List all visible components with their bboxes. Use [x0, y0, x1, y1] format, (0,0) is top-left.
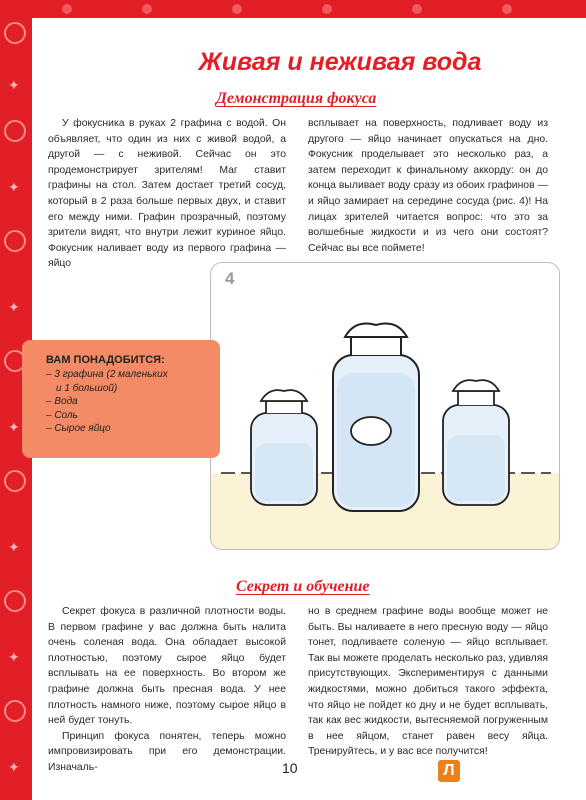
page-number: 10: [282, 760, 298, 776]
egg: [351, 417, 391, 445]
jars-illustration: [211, 263, 560, 550]
star-ornament: ✦: [8, 419, 20, 435]
small-jar-right: [443, 380, 509, 505]
materials-callout: [22, 340, 220, 458]
large-jar-middle: [333, 324, 419, 512]
section-heading-demo: Демонстрация фокуса: [216, 90, 377, 107]
publisher-logo-icon: Л: [438, 760, 460, 782]
paragraph: У фокусника в руках 2 графина с водой. Он объявляет, что один из них с живой водой, а другой — с неживой. Сейчас он это продемонстрирует зрителям! Маг ставит графины на стол. Затем достает третий сосуд, который в 2 раза больше первых двух, и ставит его между ними. Графин прозрачный, поэтому зрители видят, что внутри лежит куриное яйцо. Фокусник наливает воду из первого графина — яйцо: [48, 118, 286, 270]
callout-item: – Сырое яйцо: [46, 423, 111, 434]
star-ornament: ✦: [8, 299, 20, 315]
band-dot: [232, 4, 242, 14]
callout-item: – 3 графина (2 маленьких: [46, 369, 168, 380]
paragraph: Секрет фокуса в различной плотности воды. В первом графине у вас должна быть налита очень соленая вода. Она обладает высокой плотностью, поэтому сырое яйцо будет всплывать на ее поверхность. Во втором же графине должна быть пресная вода. У нее плотность намного ниже, поэтому сырое яйцо в ней будет тонуть.: [48, 606, 286, 727]
callout-heading: ВАМ ПОНАДОБИТСЯ:: [46, 354, 165, 366]
illustration-figure-4: [210, 262, 560, 550]
swirl-ornament: [4, 230, 26, 252]
band-dot: [62, 4, 72, 14]
swirl-ornament: [4, 120, 26, 142]
figure-number: 4: [225, 269, 235, 288]
section-heading-secret: Секрет и обучение: [236, 578, 370, 595]
star-ornament: ✦: [8, 77, 20, 93]
star-ornament: ✦: [8, 179, 20, 195]
callout-item: – Вода: [46, 396, 78, 407]
star-ornament: ✦: [8, 759, 20, 775]
swirl-ornament: [4, 22, 26, 44]
band-dot: [142, 4, 152, 14]
band-dot: [502, 4, 512, 14]
star-ornament: ✦: [8, 649, 20, 665]
paragraph: всплывает на поверхность, подливает воду из другого — яйцо начинает опускаться на дно. Фокусник проделывает это несколько раз, а затем переходит к финальному аккорду: он до конца выливает воду сразу из обоих графинов — и яйцо замирает на середине сосуда (рис. 4)! На лицах зрителей читается вопрос: что это за волшебные жидкости и из чего они состоят? Сейчас вы все поймете!: [308, 118, 548, 254]
text-column-top-left: [48, 116, 286, 272]
swirl-ornament: [4, 590, 26, 612]
paragraph: Принцип фокуса понятен, теперь можно импровизировать при его демонстрации. Изначаль-: [48, 730, 286, 773]
star-ornament: ✦: [8, 539, 20, 555]
band-dot: [322, 4, 332, 14]
callout-item: – Соль: [46, 409, 78, 421]
text-column-top-right: [308, 116, 548, 256]
small-jar-left: [251, 390, 317, 505]
text-column-bottom-left: [48, 604, 286, 776]
swirl-ornament: [4, 700, 26, 722]
callout-item: и 1 большой): [56, 382, 118, 394]
text-column-bottom-right: [308, 604, 548, 760]
swirl-ornament: [4, 470, 26, 492]
paragraph: но в среднем графине воды вообще может не быть. Вы наливаете в него пресную воду — яйцо тонет, подливаете соленую — яйцо всплывает. Так вы можете проделать несколько раз, удивляя присутствующих. Экспериментируя с данными жидкостями, можно добиться такого эффекта, что яйцо не пойдет ко дну и не будет всплывать, так как вес жидкости, вытесняемой погруженным в нее яйцом, станет равен весу яйца. Тренируйтесь, и у вас все получится!: [308, 606, 548, 758]
page-title: Живая и неживая вода: [198, 48, 482, 76]
band-dot: [412, 4, 422, 14]
top-decorative-band: [32, 0, 586, 18]
